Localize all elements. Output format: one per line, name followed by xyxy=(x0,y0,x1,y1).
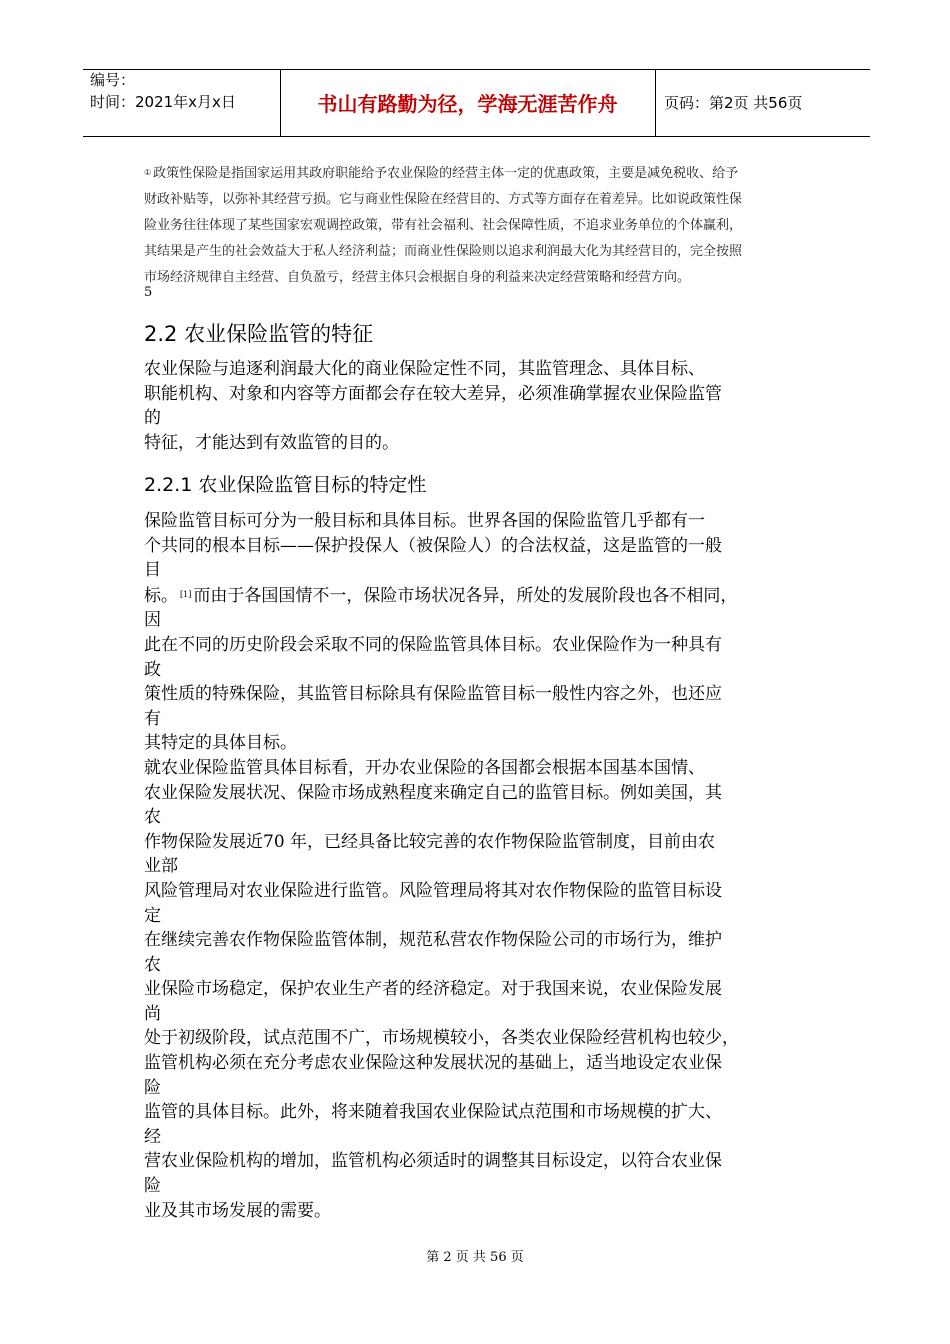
footnote-line: 其结果是产生的社会效益大于私人经济利益；而商业性保险则以追求利润最大化为其经营目的，完全按照 xyxy=(144,244,743,259)
text-line: 的 xyxy=(144,408,161,429)
section-2-2-1-paragraph xyxy=(144,509,810,1223)
text-line: 农业保险发展状况、保险市场成熟程度来确定自己的监管目标。例如美国，其 xyxy=(144,782,722,803)
text-line: 政 xyxy=(144,659,161,680)
header-date-label: 时间：2021年x月x日 xyxy=(90,93,236,111)
text-line: 农业保险与追逐利润最大化的商业保险定性不同，其监管理念、具体目标、 xyxy=(144,359,705,379)
citation-ref: [1] xyxy=(180,589,192,599)
footnote xyxy=(144,160,804,291)
text-line: 险 xyxy=(144,1176,161,1197)
text-line: 其特定的具体目标。 xyxy=(144,733,297,754)
header-bottom-border xyxy=(83,136,870,137)
text-line: 处于初级阶段，试点范围不广，市场规模较小，各类农业保险经营机构也较少， xyxy=(144,1028,739,1049)
section-heading-2-2: 2.2 农业保险监管的特征 xyxy=(144,322,374,346)
text-line: 策性质的特殊保险，其监管目标除具有保险监管目标一般性内容之外，也还应 xyxy=(144,684,722,705)
text-line: 定 xyxy=(144,905,161,926)
header-number-label: 编号： xyxy=(90,71,136,89)
text-line: 此在不同的历史阶段会采取不同的保险监管具体目标。农业保险作为一种具有 xyxy=(144,634,722,655)
text-line: 因 xyxy=(144,610,161,631)
text-line: 业保险市场稳定，保护农业生产者的经济稳定。对于我国来说，农业保险发展 xyxy=(144,979,722,1000)
text-line: 个共同的根本目标——保护投保人（被保险人）的合法权益，这是监管的一般 xyxy=(144,535,722,556)
page-footer: 第 2 页 共 56 页 xyxy=(426,1250,524,1265)
text-line: 保险监管目标可分为一般目标和具体目标。世界各国的保险监管几乎都有一 xyxy=(144,511,705,531)
footnote-line: ① 政策性保险是指国家运用其政府职能给予农业保险的经营主体一定的优惠政策，主要是减免税收、给予 xyxy=(144,166,739,181)
section-heading-2-2-1: 2.2.1 农业保险监管目标的特定性 xyxy=(144,474,427,496)
text-line: 特征，才能达到有效监管的目的。 xyxy=(144,432,399,453)
footnote-line: 险业务往往体现了某些国家宏观调控政策，带有社会福利、社会保障性质，不追求业务单位的个体赢利， xyxy=(144,218,743,233)
text-line: 职能机构、对象和内容等方面都会存在较大差异，必须准确掌握农业保险监管 xyxy=(144,383,722,404)
footnote-line: 市场经济规律自主经营、自负盈亏，经营主体只会根据自身的利益来决定经营策略和经营方向。 xyxy=(144,270,691,285)
text-line: 营农业保险机构的增加，监管机构必须适时的调整其目标设定，以符合农业保 xyxy=(144,1151,722,1172)
text-line: 险 xyxy=(144,1077,161,1098)
text-line: 作物保险发展近70 年，已经具备比较完善的农作物保险监管制度，目前由农 xyxy=(144,831,716,852)
text-line: 农 xyxy=(144,807,161,828)
header-divider-right xyxy=(655,69,656,136)
text-line: 监管机构必须在充分考虑农业保险这种发展状况的基础上，适当地设定农业保 xyxy=(144,1053,722,1074)
text-line: 目 xyxy=(144,560,161,581)
text-line: 监管的具体目标。此外，将来随着我国农业保险试点范围和市场规模的扩大、 xyxy=(144,1102,722,1123)
footnote-number: 5 xyxy=(144,285,153,300)
header-motto: 书山有路勤为径，学海无涯苦作舟 xyxy=(317,92,618,116)
header-page-label: 页码：第2页 共56页 xyxy=(664,94,803,112)
header-info xyxy=(90,70,236,112)
text-line: 在继续完善农作物保险监管体制，规范私营农作物保险公司的市场行为，维护 xyxy=(144,930,722,951)
footnote-line: 财政补贴等，以弥补其经营亏损。它与商业性保险在经营目的、方式等方面存在着差异。比如说政策性保 xyxy=(144,192,743,207)
text-line: 业及其市场发展的需要。 xyxy=(144,1200,331,1221)
footnote-mark: ① xyxy=(144,168,152,177)
text-line: 尚 xyxy=(144,1003,161,1024)
text-line: 标。 [1] 而由于各国国情不一，保险市场状况各异，所处的发展阶段也各不相同， xyxy=(144,585,738,606)
text-line: 有 xyxy=(144,708,161,729)
text-line: 业部 xyxy=(144,856,178,877)
text-line: 风险管理局对农业保险进行监管。风险管理局将其对农作物保险的监管目标设 xyxy=(144,880,722,901)
text-line: 农 xyxy=(144,954,161,975)
text-line: 就农业保险监管具体目标看，开办农业保险的各国都会根据本国基本国情、 xyxy=(144,757,705,778)
text-line: 经 xyxy=(144,1126,161,1147)
section-2-2-paragraph xyxy=(144,357,810,455)
